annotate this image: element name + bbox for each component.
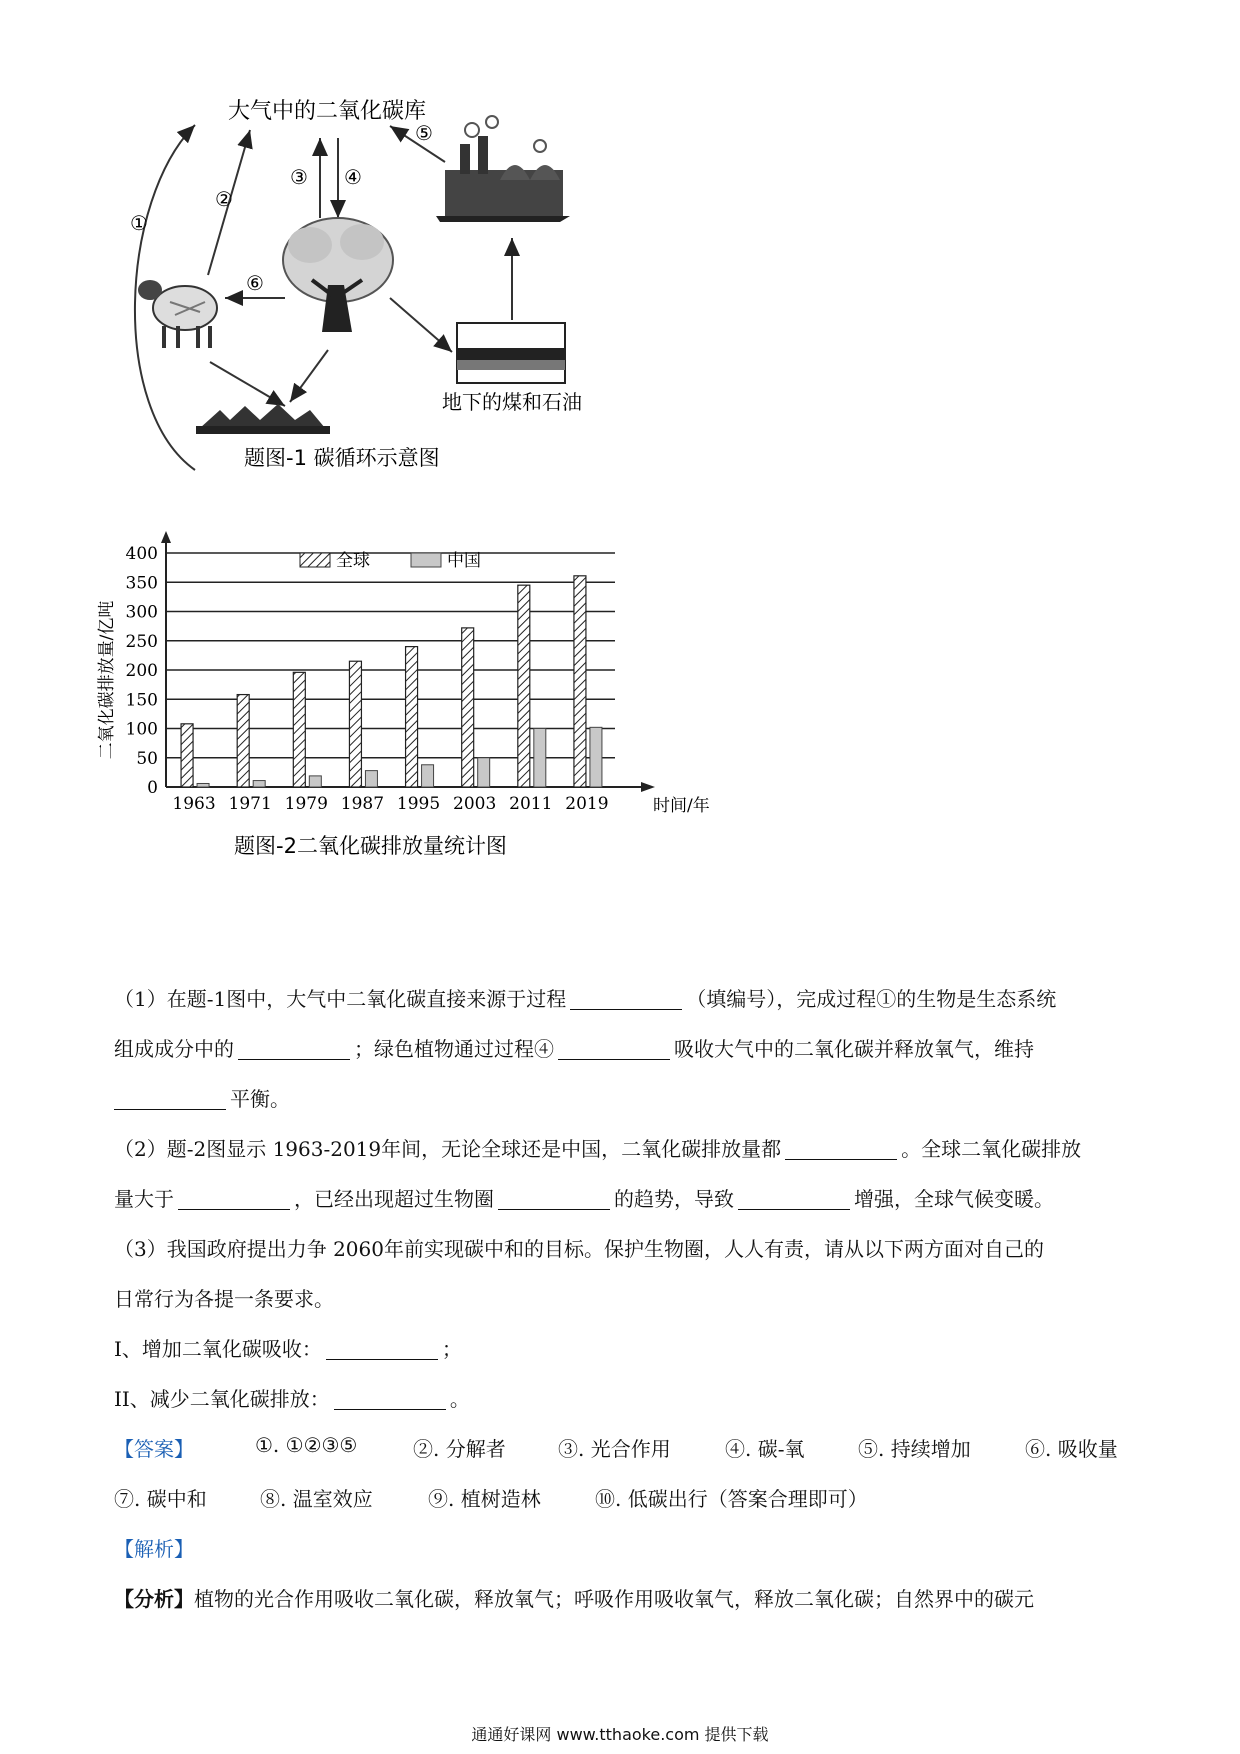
y-tick-label: 150: [125, 690, 158, 711]
bar-global: [462, 628, 474, 787]
num-6: ⑥: [246, 271, 264, 295]
num-3: ③: [290, 165, 308, 189]
x-axis-label: 时间/年: [653, 796, 710, 816]
q1-line1: （1）在题-1图中，大气中二氧化碳直接来源于过程 （填编号），完成过程①的生物是生态系统: [114, 987, 1057, 1011]
answer-item-2: ②. 分解者: [413, 1437, 506, 1461]
answer-item-10: ⑩. 低碳出行（答案合理即可）: [595, 1487, 868, 1511]
answer-item-1: ①. ①②③⑤: [255, 1433, 358, 1457]
bar-china: [197, 783, 209, 787]
y-axis-label: 二氧化碳排放量/亿吨: [97, 600, 117, 760]
bar-china: [422, 765, 434, 787]
q2-line2: 量大于 ，已经出现超过生物圈 的趋势，导致 增强，全球气候变暖。: [114, 1187, 1054, 1211]
co2-pool-label: 大气中的二氧化碳库: [228, 99, 427, 124]
coal-oil-layers: [457, 323, 565, 383]
y-tick-label: 50: [136, 748, 158, 769]
y-tick-label: 0: [147, 778, 158, 798]
x-tick-label: 1971: [228, 794, 272, 814]
answer-item-8: ⑧. 温室效应: [260, 1487, 373, 1511]
tree-icon: [283, 218, 393, 332]
footer: 通通好课网 www.tthaoke.com 提供下载: [471, 1725, 769, 1744]
q3-blank-2[interactable]: [334, 1389, 446, 1410]
answer-item-7: ⑦. 碳中和: [114, 1487, 207, 1511]
analysis-line: 【分析】植物的光合作用吸收二氧化碳，释放氧气；呼吸作用吸收氧气，释放二氧化碳；自然界中的碳元: [114, 1587, 1034, 1611]
q3-line2: 日常行为各提一条要求。: [114, 1287, 334, 1311]
diagram-caption: 题图-1 碳循环示意图: [244, 446, 440, 470]
num-1: ①: [130, 211, 148, 235]
q2-blank-4[interactable]: [738, 1189, 850, 1210]
answer-item-9: ⑨. 植树造林: [428, 1487, 541, 1511]
x-tick-label: 1995: [396, 794, 441, 814]
decomposer-icon: [196, 404, 330, 434]
num-4: ④: [344, 165, 362, 189]
bar-global: [237, 695, 249, 787]
answer-item-3: ③. 光合作用: [558, 1437, 671, 1461]
bar-china: [309, 776, 321, 787]
chart-caption: 题图-2二氧化碳排放量统计图: [234, 834, 507, 858]
bar-china: [478, 758, 490, 787]
q1-line2: 组成成分中的 ；绿色植物通过过程④ 吸收大气中的二氧化碳并释放氧气，维持: [114, 1037, 1034, 1061]
bar-global: [181, 724, 193, 787]
y-tick-label: 350: [125, 573, 158, 594]
y-tick-label: 300: [125, 602, 158, 623]
legend-swatch-global: [300, 553, 330, 567]
x-tick-label: 1979: [284, 794, 328, 814]
q2-blank-3[interactable]: [498, 1189, 610, 1210]
legend-label-china: 中国: [447, 551, 481, 571]
x-tick-label: 2019: [565, 794, 609, 814]
y-tick-label: 250: [125, 631, 158, 652]
bar-global: [574, 576, 586, 787]
legend-label-global: 全球: [336, 551, 370, 571]
bar-global: [406, 647, 418, 787]
x-axis-arrow: [641, 782, 655, 792]
q3-line1: （3）我国政府提出力争 2060年前实现碳中和的目标。保护生物圈，人人有责，请从以下两方面对自己的: [114, 1237, 1044, 1261]
bar-china: [534, 729, 546, 788]
q3-blank-1[interactable]: [326, 1339, 438, 1360]
num-5: ⑤: [415, 121, 433, 145]
bar-global: [293, 672, 305, 787]
x-tick-label: 2011: [509, 794, 553, 814]
answer-label: 【答案】: [114, 1437, 194, 1461]
bar-global: [518, 585, 530, 787]
bar-china: [253, 781, 265, 787]
answer-item-5: ⑤. 持续增加: [858, 1437, 971, 1461]
q2-blank-1[interactable]: [785, 1139, 897, 1160]
x-tick-label: 1963: [172, 794, 216, 814]
bar-china: [590, 727, 602, 787]
legend-swatch-china: [411, 553, 441, 567]
answer-item-4: ④. 碳-氧: [725, 1437, 805, 1461]
y-tick-label: 400: [125, 544, 158, 564]
coal-oil-label: 地下的煤和石油: [442, 390, 582, 414]
q1-blank-2[interactable]: [238, 1039, 350, 1060]
bar-global: [349, 661, 361, 787]
q1-blank-1[interactable]: [570, 989, 682, 1010]
q1-blank-4[interactable]: [114, 1089, 226, 1110]
q2-blank-2[interactable]: [178, 1189, 290, 1210]
fenxi-label: 【分析】: [114, 1587, 194, 1611]
x-tick-label: 1987: [340, 794, 385, 814]
y-tick-label: 200: [125, 661, 158, 681]
q1-blank-3[interactable]: [558, 1039, 670, 1060]
q3-item-ii: II、减少二氧化碳排放： 。: [114, 1387, 470, 1411]
q3-item-i: I、增加二氧化碳吸收： ；: [114, 1337, 462, 1361]
q2-line1: （2）题-2图显示 1963-2019年间，无论全球还是中国，二氧化碳排放量都 。全球二氧化碳排放: [114, 1137, 1082, 1161]
q1-line3: 平衡。: [114, 1083, 290, 1112]
num-2: ②: [215, 187, 233, 211]
bar-china: [365, 771, 377, 787]
analysis-label: 【解析】: [114, 1537, 194, 1561]
answer-item-6: ⑥. 吸收量: [1025, 1437, 1118, 1461]
x-tick-label: 2003: [453, 794, 497, 814]
y-tick-label: 100: [125, 719, 158, 740]
carbon-cycle-diagram: [100, 80, 720, 540]
co2-emission-chart: [97, 544, 780, 955]
factory-icon: [436, 116, 570, 222]
sheep-icon: [138, 280, 217, 348]
